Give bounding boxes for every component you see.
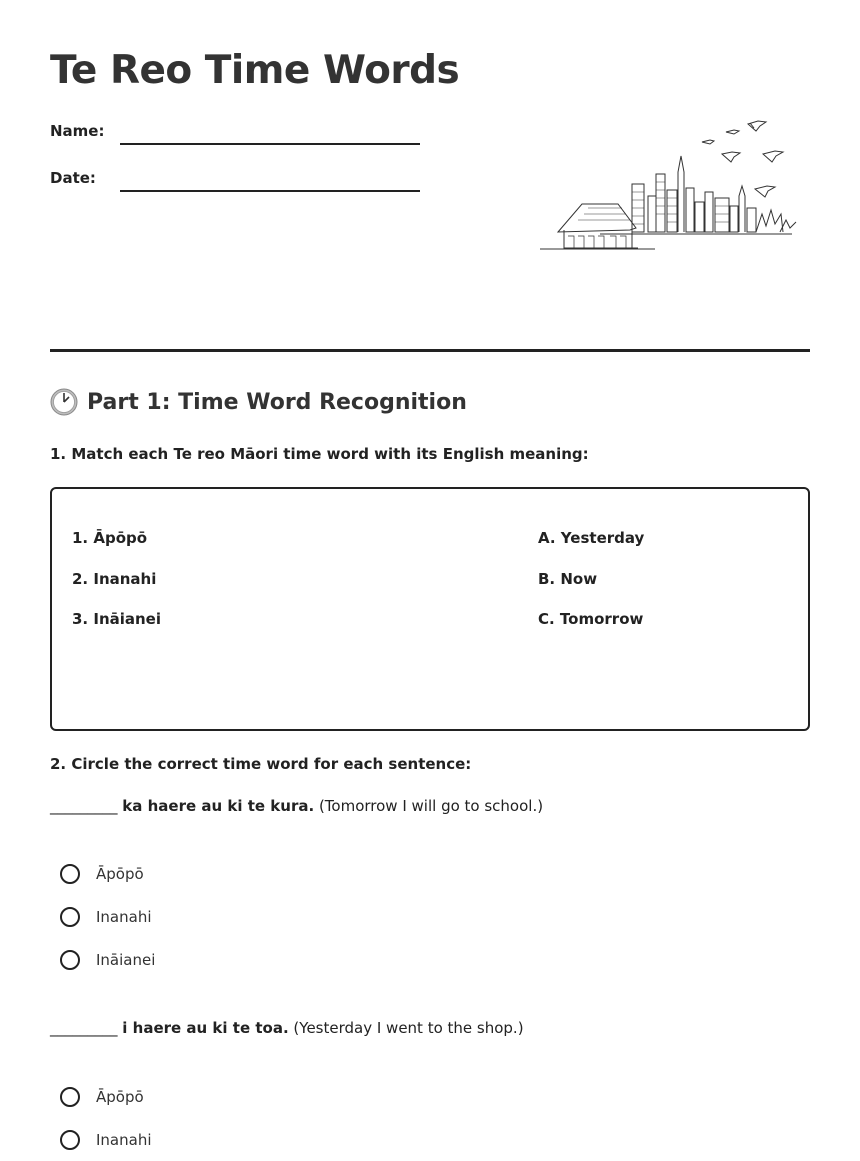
part1-heading-text: Part 1: Time Word Recognition	[87, 389, 467, 415]
sentence-english: (Yesterday I went to the shop.)	[293, 1019, 524, 1037]
option-label: Inanahi	[96, 908, 152, 926]
match-right-item[interactable]: B. Now	[538, 570, 598, 588]
option-label: Āpōpō	[96, 865, 144, 883]
sentence-maori: ka haere au ki te kura.	[122, 797, 315, 815]
sentence-2	[50, 1019, 524, 1037]
radio-circle[interactable]	[60, 907, 80, 927]
radio-circle[interactable]	[60, 1087, 80, 1107]
sentence-blank: _________	[50, 797, 118, 815]
header-divider	[50, 349, 810, 352]
name-label: Name:	[50, 122, 105, 140]
sentence-1	[50, 797, 543, 815]
option-label: Ināianei	[96, 951, 156, 969]
question-1: 1. Match each Te reo Māori time word with its English meaning:	[50, 445, 589, 463]
option-apopo[interactable]	[60, 1084, 144, 1110]
match-left-item[interactable]: 1. Āpōpō	[72, 529, 148, 547]
option-label: Āpōpō	[96, 1088, 144, 1106]
clock-icon	[50, 388, 78, 416]
match-left-item[interactable]: 3. Ināianei	[72, 610, 161, 628]
sentence-maori: i haere au ki te toa.	[122, 1019, 289, 1037]
name-line[interactable]	[120, 143, 420, 145]
matching-box	[50, 487, 810, 731]
option-inanahi[interactable]	[60, 904, 152, 930]
sentence-blank: _________	[50, 1019, 118, 1037]
option-inanahi[interactable]	[60, 1127, 152, 1153]
part1-heading	[50, 388, 467, 416]
city-skyline-illustration	[540, 112, 800, 257]
match-right-item[interactable]: C. Tomorrow	[538, 610, 644, 628]
date-line[interactable]	[120, 190, 420, 192]
question-2: 2. Circle the correct time word for each sentence:	[50, 755, 472, 773]
match-left-item[interactable]: 2. Inanahi	[72, 570, 157, 588]
page-title: Te Reo Time Words	[50, 48, 460, 93]
radio-circle[interactable]	[60, 950, 80, 970]
match-right-item[interactable]: A. Yesterday	[538, 529, 645, 547]
option-inaianei[interactable]	[60, 947, 155, 973]
date-label: Date:	[50, 169, 96, 187]
sentence-english: (Tomorrow I will go to school.)	[318, 797, 544, 815]
radio-circle[interactable]	[60, 1130, 80, 1150]
option-apopo[interactable]	[60, 861, 144, 887]
option-label: Inanahi	[96, 1131, 152, 1149]
radio-circle[interactable]	[60, 864, 80, 884]
